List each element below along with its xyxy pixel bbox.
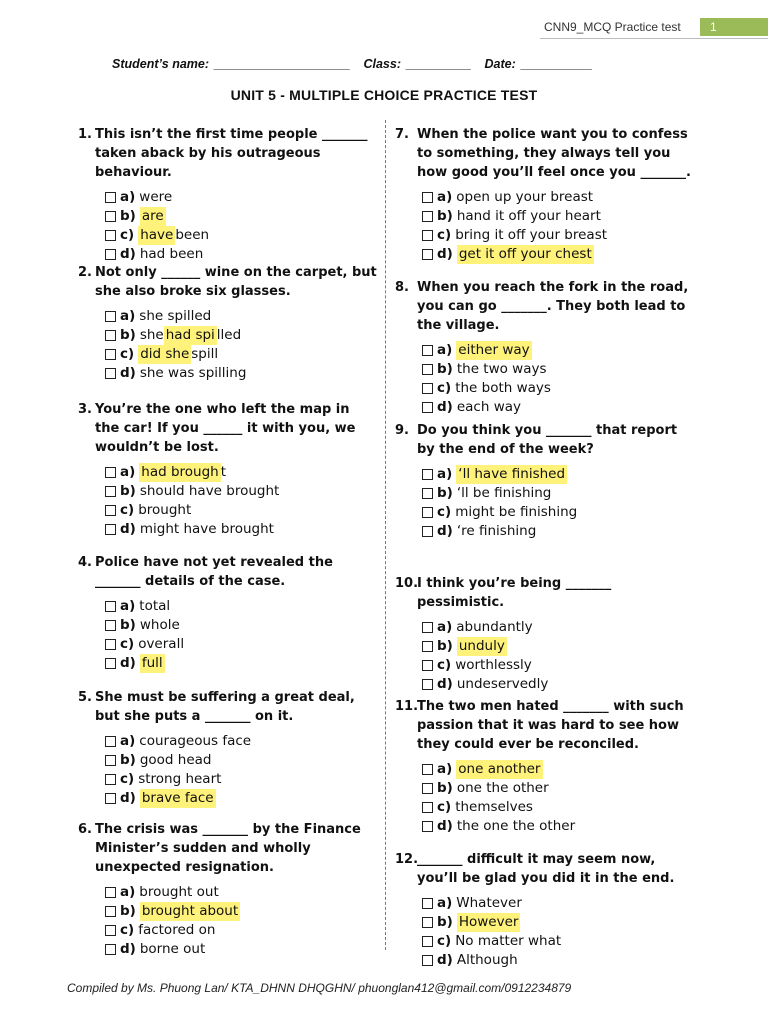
- option-8-b[interactable]: [422, 360, 695, 379]
- checkbox[interactable]: [105, 368, 116, 379]
- option-letter: d): [120, 790, 136, 806]
- date-blank: ___________: [521, 57, 593, 71]
- option-text: worthlessly: [455, 657, 532, 673]
- option-text: t: [220, 464, 227, 480]
- option-11-d[interactable]: [422, 817, 695, 836]
- option-9-d[interactable]: [422, 522, 695, 541]
- option-text: Although: [456, 952, 518, 968]
- option-text: lled: [216, 327, 242, 343]
- option-letter: a): [437, 619, 453, 635]
- question-stem: The crisis was _______ by the Finance Minister’s sudden and wholly unexpected resignation.: [95, 822, 361, 875]
- option-text: might have brought: [139, 521, 274, 537]
- checkbox[interactable]: [105, 601, 116, 612]
- options-list: [422, 341, 695, 417]
- question-text: [78, 125, 378, 182]
- option-6-b[interactable]: [105, 902, 378, 921]
- checkbox[interactable]: [422, 679, 433, 690]
- option-text: overall: [138, 636, 185, 652]
- option-text: she was spilling: [139, 365, 247, 381]
- option-text: bring it off your breast: [455, 227, 608, 243]
- option-2-a[interactable]: [105, 307, 378, 326]
- checkbox[interactable]: [422, 641, 433, 652]
- question-stem: This isn’t the first time people _______ taken aback by his outrageous behaviour.: [95, 127, 368, 180]
- option-letter: b): [120, 208, 136, 224]
- option-highlighted-text: unduly: [458, 638, 505, 654]
- question-text: [395, 574, 695, 612]
- checkbox[interactable]: [422, 764, 433, 775]
- option-letter: c): [120, 502, 135, 518]
- option-highlighted-text: get it off your chest: [458, 246, 592, 262]
- question-text: [78, 820, 378, 877]
- checkbox[interactable]: [105, 620, 116, 631]
- option-11-b[interactable]: [422, 779, 695, 798]
- option-2-c[interactable]: [105, 345, 378, 364]
- checkbox[interactable]: [422, 211, 433, 222]
- question-text: [78, 553, 378, 591]
- option-letter: c): [120, 636, 135, 652]
- option-highlighted-text: full: [141, 655, 163, 671]
- option-text: undeservedly: [456, 676, 549, 692]
- option-letter: c): [437, 227, 452, 243]
- checkbox[interactable]: [105, 486, 116, 497]
- question-12: [395, 850, 695, 970]
- options-list: [422, 618, 695, 694]
- option-text: the one the other: [456, 818, 576, 834]
- option-6-a[interactable]: [105, 883, 378, 902]
- option-11-c[interactable]: [422, 798, 695, 817]
- option-letter: c): [437, 657, 452, 673]
- option-letter: d): [437, 246, 453, 262]
- option-5-b[interactable]: [105, 751, 378, 770]
- question-11: [395, 697, 695, 836]
- option-highlighted-text: had spi: [165, 327, 215, 343]
- question-number: 8.: [395, 280, 409, 295]
- option-text: ‘re finishing: [456, 523, 537, 539]
- option-12-b[interactable]: [422, 913, 695, 932]
- option-5-a[interactable]: [105, 732, 378, 751]
- option-letter: a): [120, 733, 136, 749]
- question-number: 9.: [395, 423, 409, 438]
- checkbox[interactable]: [105, 505, 116, 516]
- question-10: [395, 574, 695, 694]
- option-2-b[interactable]: [105, 326, 378, 345]
- question-2: [78, 263, 378, 383]
- option-letter: a): [120, 598, 136, 614]
- checkbox[interactable]: [105, 230, 116, 241]
- option-letter: b): [437, 208, 453, 224]
- option-3-b[interactable]: [105, 482, 378, 501]
- option-text: themselves: [455, 799, 533, 815]
- column-divider: [385, 120, 386, 950]
- option-letter: c): [437, 933, 452, 949]
- option-4-d[interactable]: [105, 654, 378, 673]
- option-10-b[interactable]: [422, 637, 695, 656]
- question-6: [78, 820, 378, 959]
- question-stem: You’re the one who left the map in the car! If you ______ it with you, we wouldn’t be lost.: [95, 402, 356, 455]
- option-5-c[interactable]: [105, 770, 378, 789]
- question-text: [395, 278, 695, 335]
- class-label: Class:: [363, 57, 402, 71]
- option-text: Whatever: [456, 895, 522, 911]
- checkbox[interactable]: [105, 192, 116, 203]
- option-text: might be finishing: [455, 504, 578, 520]
- question-text: [78, 400, 378, 457]
- option-text: total: [139, 598, 171, 614]
- option-highlighted-text: one another: [458, 761, 541, 777]
- checkbox[interactable]: [422, 955, 433, 966]
- page-header: [0, 0, 768, 40]
- question-number: 6.: [78, 822, 92, 837]
- option-letter: a): [437, 189, 453, 205]
- checkbox[interactable]: [422, 898, 433, 909]
- student-name-label: Student’s name:: [112, 57, 210, 71]
- option-highlighted-text: However: [458, 914, 519, 930]
- option-letter: d): [437, 676, 453, 692]
- checkbox[interactable]: [105, 925, 116, 936]
- option-text: she: [139, 327, 164, 343]
- option-3-a[interactable]: [105, 463, 378, 482]
- option-text: No matter what: [455, 933, 562, 949]
- student-name-blank: _____________________: [214, 57, 350, 71]
- class-blank: __________: [406, 57, 472, 71]
- option-letter: d): [120, 655, 136, 671]
- option-11-a[interactable]: [422, 760, 695, 779]
- option-12-d[interactable]: [422, 951, 695, 970]
- question-stem: Not only ______ wine on the carpet, but she also broke six glasses.: [95, 265, 377, 299]
- option-letter: d): [120, 521, 136, 537]
- option-letter: d): [120, 941, 136, 957]
- option-7-b[interactable]: [422, 207, 695, 226]
- option-text: spill: [191, 346, 219, 362]
- student-info-line: [112, 57, 602, 71]
- question-stem: The two men hated _______ with such passion that it was hard to see how they could ever be reconciled.: [417, 699, 684, 752]
- question-7: [395, 125, 695, 264]
- option-8-c[interactable]: [422, 379, 695, 398]
- checkbox[interactable]: [422, 469, 433, 480]
- option-letter: d): [120, 365, 136, 381]
- option-letter: a): [437, 761, 453, 777]
- options-list: [422, 465, 695, 541]
- page-number-badge: 1: [700, 18, 768, 36]
- option-text: the two ways: [456, 361, 547, 377]
- option-4-b[interactable]: [105, 616, 378, 635]
- option-letter: b): [437, 485, 453, 501]
- footer-credit: Compiled by Ms. Phuong Lan/ KTA_DHNN DHQGHN/ phuonglan412@gmail.com/0912234879: [67, 981, 572, 995]
- option-text: borne out: [139, 941, 206, 957]
- checkbox[interactable]: [105, 249, 116, 260]
- option-8-a[interactable]: [422, 341, 695, 360]
- option-text: ‘ll be finishing: [456, 485, 552, 501]
- question-text: [395, 421, 695, 459]
- option-letter: a): [120, 308, 136, 324]
- option-text: brought out: [139, 884, 219, 900]
- question-number: 7.: [395, 127, 409, 142]
- question-1: [78, 125, 378, 264]
- question-text: [395, 850, 695, 888]
- option-1-d[interactable]: [105, 245, 378, 264]
- question-4: [78, 553, 378, 673]
- option-4-c[interactable]: [105, 635, 378, 654]
- options-list: [422, 188, 695, 264]
- checkbox[interactable]: [422, 526, 433, 537]
- option-text: hand it off your heart: [456, 208, 601, 224]
- option-3-c[interactable]: [105, 501, 378, 520]
- checkbox[interactable]: [422, 783, 433, 794]
- option-8-d[interactable]: [422, 398, 695, 417]
- options-list: [105, 732, 378, 808]
- option-1-b[interactable]: [105, 207, 378, 226]
- option-9-b[interactable]: [422, 484, 695, 503]
- checkbox[interactable]: [105, 311, 116, 322]
- option-letter: b): [120, 327, 136, 343]
- options-list: [105, 463, 378, 539]
- question-8: [395, 278, 695, 417]
- checkbox[interactable]: [105, 736, 116, 747]
- question-number: 3.: [78, 402, 92, 417]
- option-1-c[interactable]: [105, 226, 378, 245]
- question-9: [395, 421, 695, 541]
- option-letter: a): [437, 342, 453, 358]
- checkbox[interactable]: [105, 774, 116, 785]
- option-text: each way: [456, 399, 521, 415]
- option-text: courageous face: [139, 733, 252, 749]
- option-letter: c): [437, 504, 452, 520]
- document-header-title: CNN9_MCQ Practice test: [544, 20, 681, 34]
- options-list: [105, 597, 378, 673]
- option-letter: b): [437, 914, 453, 930]
- option-highlighted-text: brave face: [141, 790, 214, 806]
- checkbox[interactable]: [422, 345, 433, 356]
- question-stem: She must be suffering a great deal, but she puts a _______ on it.: [95, 690, 355, 724]
- checkbox[interactable]: [105, 524, 116, 535]
- option-letter: b): [437, 361, 453, 377]
- checkbox[interactable]: [422, 364, 433, 375]
- option-text: brought: [138, 502, 192, 518]
- option-letter: d): [437, 523, 453, 539]
- option-text: were: [139, 189, 173, 205]
- option-text: strong heart: [138, 771, 222, 787]
- option-text: one the other: [456, 780, 549, 796]
- option-letter: b): [437, 780, 453, 796]
- option-text: good head: [139, 752, 212, 768]
- option-highlighted-text: have: [140, 227, 174, 243]
- option-letter: b): [120, 752, 136, 768]
- question-stem: When the police want you to confess to something, they always tell you how good you’ll feel once you _______.: [417, 127, 691, 180]
- checkbox[interactable]: [105, 639, 116, 650]
- options-list: [105, 188, 378, 264]
- option-letter: a): [120, 884, 136, 900]
- option-7-a[interactable]: [422, 188, 695, 207]
- option-5-d[interactable]: [105, 789, 378, 808]
- checkbox[interactable]: [422, 821, 433, 832]
- question-stem: Do you think you _______ that report by the end of the week?: [417, 423, 678, 457]
- option-text: had been: [139, 246, 204, 262]
- checkbox[interactable]: [105, 793, 116, 804]
- option-letter: b): [437, 638, 453, 654]
- test-title: UNIT 5 - MULTIPLE CHOICE PRACTICE TEST: [230, 87, 538, 103]
- checkbox[interactable]: [105, 755, 116, 766]
- option-text: been: [175, 227, 210, 243]
- option-12-a[interactable]: [422, 894, 695, 913]
- question-text: [78, 263, 378, 301]
- checkbox[interactable]: [422, 917, 433, 928]
- question-number: 12.: [395, 852, 419, 867]
- option-text: open up your breast: [456, 189, 594, 205]
- checkbox[interactable]: [105, 349, 116, 360]
- checkbox[interactable]: [422, 230, 433, 241]
- checkbox[interactable]: [105, 906, 116, 917]
- option-letter: b): [120, 483, 136, 499]
- checkbox[interactable]: [105, 330, 116, 341]
- option-3-d[interactable]: [105, 520, 378, 539]
- question-number: 4.: [78, 555, 92, 570]
- option-letter: a): [120, 464, 136, 480]
- option-letter: a): [437, 895, 453, 911]
- option-text: she spilled: [139, 308, 212, 324]
- question-number: 11.: [395, 699, 419, 714]
- question-5: [78, 688, 378, 808]
- checkbox[interactable]: [422, 936, 433, 947]
- option-1-a[interactable]: [105, 188, 378, 207]
- checkbox[interactable]: [422, 622, 433, 633]
- option-9-a[interactable]: [422, 465, 695, 484]
- option-10-d[interactable]: [422, 675, 695, 694]
- option-letter: b): [120, 617, 136, 633]
- option-4-a[interactable]: [105, 597, 378, 616]
- options-list: [422, 894, 695, 970]
- question-stem: When you reach the fork in the road, you can go _______. They both lead to the village.: [417, 280, 689, 333]
- option-9-c[interactable]: [422, 503, 695, 522]
- option-6-d[interactable]: [105, 940, 378, 959]
- option-text: abundantly: [456, 619, 533, 635]
- option-text: factored on: [138, 922, 216, 938]
- checkbox[interactable]: [105, 658, 116, 669]
- options-list: [105, 307, 378, 383]
- option-letter: a): [120, 189, 136, 205]
- question-text: [395, 697, 695, 754]
- option-letter: a): [437, 466, 453, 482]
- checkbox[interactable]: [422, 802, 433, 813]
- checkbox[interactable]: [105, 944, 116, 955]
- option-highlighted-text: had brough: [141, 464, 219, 480]
- option-text: whole: [139, 617, 180, 633]
- option-letter: d): [437, 818, 453, 834]
- option-highlighted-text: did she: [140, 346, 190, 362]
- question-number: 1.: [78, 127, 92, 142]
- option-7-c[interactable]: [422, 226, 695, 245]
- option-letter: d): [437, 399, 453, 415]
- checkbox[interactable]: [422, 192, 433, 203]
- header-divider: [540, 38, 768, 39]
- options-list: [105, 883, 378, 959]
- option-letter: c): [437, 799, 452, 815]
- option-10-c[interactable]: [422, 656, 695, 675]
- option-10-a[interactable]: [422, 618, 695, 637]
- option-12-c[interactable]: [422, 932, 695, 951]
- checkbox[interactable]: [105, 211, 116, 222]
- option-highlighted-text: brought about: [141, 903, 239, 919]
- option-highlighted-text: are: [141, 208, 164, 224]
- question-number: 2.: [78, 265, 92, 280]
- option-text: should have brought: [139, 483, 280, 499]
- question-3: [78, 400, 378, 539]
- question-text: [395, 125, 695, 182]
- option-6-c[interactable]: [105, 921, 378, 940]
- checkbox[interactable]: [105, 467, 116, 478]
- option-letter: d): [437, 952, 453, 968]
- question-stem: I think you’re being _______ pessimistic.: [417, 576, 612, 610]
- checkbox[interactable]: [422, 383, 433, 394]
- question-stem: Police have not yet revealed the _______ details of the case.: [95, 555, 333, 589]
- option-letter: c): [120, 346, 135, 362]
- option-letter: b): [120, 903, 136, 919]
- question-number: 10.: [395, 576, 419, 591]
- checkbox[interactable]: [422, 402, 433, 413]
- question-stem: _______ difficult it may seem now, you’ll be glad you did it in the end.: [417, 852, 675, 886]
- options-list: [422, 760, 695, 836]
- option-letter: c): [120, 771, 135, 787]
- option-text: the both ways: [455, 380, 551, 396]
- date-label: Date:: [484, 57, 516, 71]
- option-letter: c): [120, 227, 135, 243]
- option-letter: c): [120, 922, 135, 938]
- checkbox[interactable]: [422, 660, 433, 671]
- option-highlighted-text: ‘ll have finished: [458, 466, 566, 482]
- question-number: 5.: [78, 690, 92, 705]
- question-text: [78, 688, 378, 726]
- option-letter: d): [120, 246, 136, 262]
- checkbox[interactable]: [422, 249, 433, 260]
- option-highlighted-text: either way: [458, 342, 530, 358]
- checkbox[interactable]: [422, 488, 433, 499]
- option-letter: c): [437, 380, 452, 396]
- checkbox[interactable]: [422, 507, 433, 518]
- checkbox[interactable]: [105, 887, 116, 898]
- option-7-d[interactable]: [422, 245, 695, 264]
- option-2-d[interactable]: [105, 364, 378, 383]
